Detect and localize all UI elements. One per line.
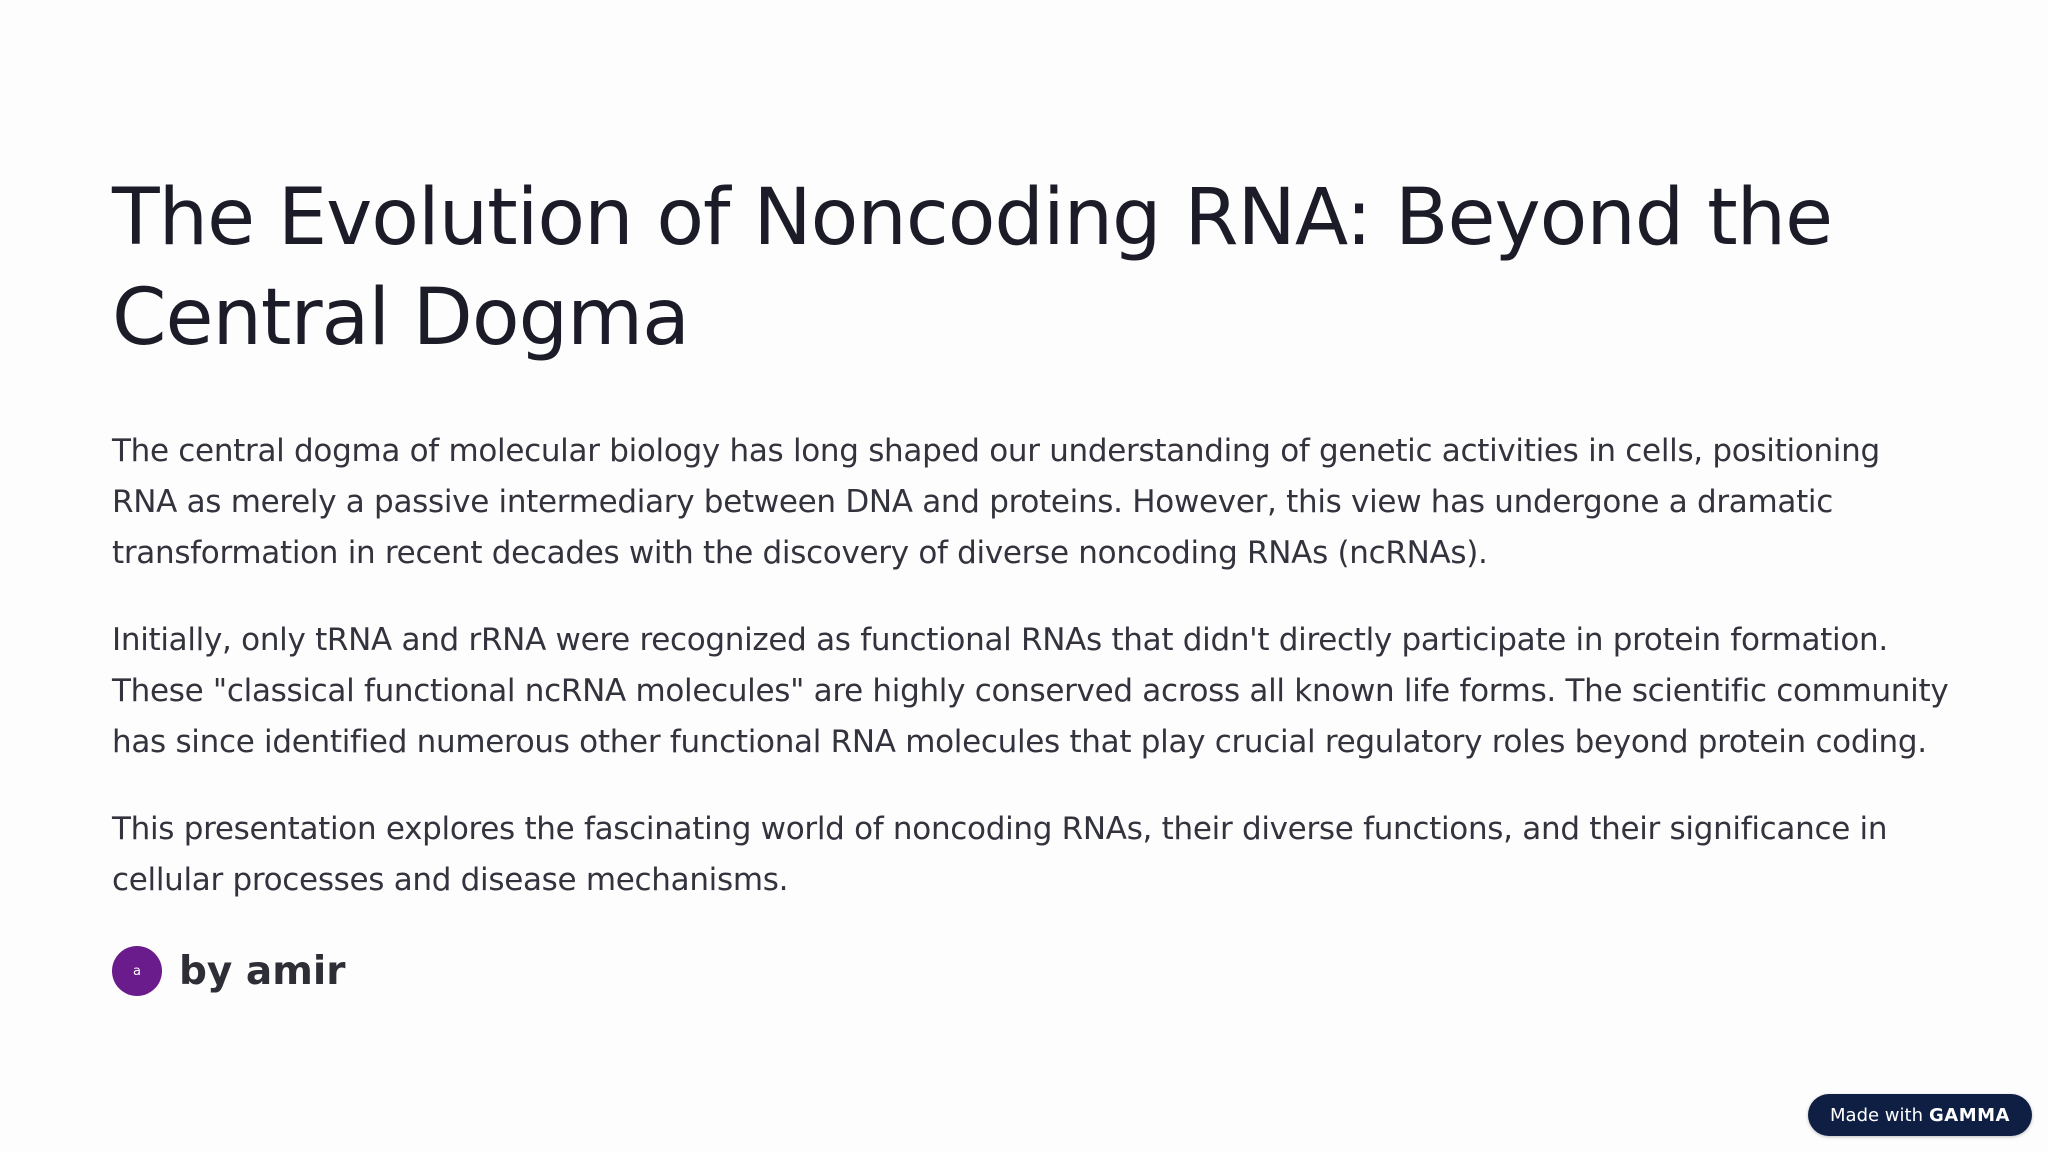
presentation-overview-paragraph: This presentation explores the fascinating world of noncoding RNAs, their diverse functions, and their significance in cellular processes and disease mechanisms. (112, 811, 1888, 898)
slide-body (112, 426, 1952, 906)
author-avatar: a (112, 946, 162, 996)
slide-content (112, 168, 1952, 996)
classical-ncrna-paragraph: Initially, only tRNA and rRNA were recognized as functional RNAs that didn't directly participate in protein formation. These "classical functional ncRNA molecules" are highly conserved across all known life forms. The scientific community has since identified numerous other functional RNA molecules that play crucial regulatory roles beyond protein coding. (112, 622, 1949, 760)
intro-paragraph: The central dogma of molecular biology has long shaped our understanding of genetic activities in cells, positioning RNA as merely a passive intermediary between DNA and proteins. However, this view has undergone a dramatic transformation in recent decades with the discovery of diverse noncoding RNAs (ncRNAs). (112, 433, 1880, 571)
gamma-logo: GAMMA (1929, 1104, 2010, 1126)
author-name: by amir (179, 948, 346, 994)
author-byline (112, 946, 1952, 996)
slide-title: The Evolution of Noncoding RNA: Beyond the Central Dogma (112, 173, 1833, 363)
made-with-label: Made with (1830, 1104, 1923, 1126)
made-with-gamma-badge[interactable] (1808, 1094, 2032, 1136)
